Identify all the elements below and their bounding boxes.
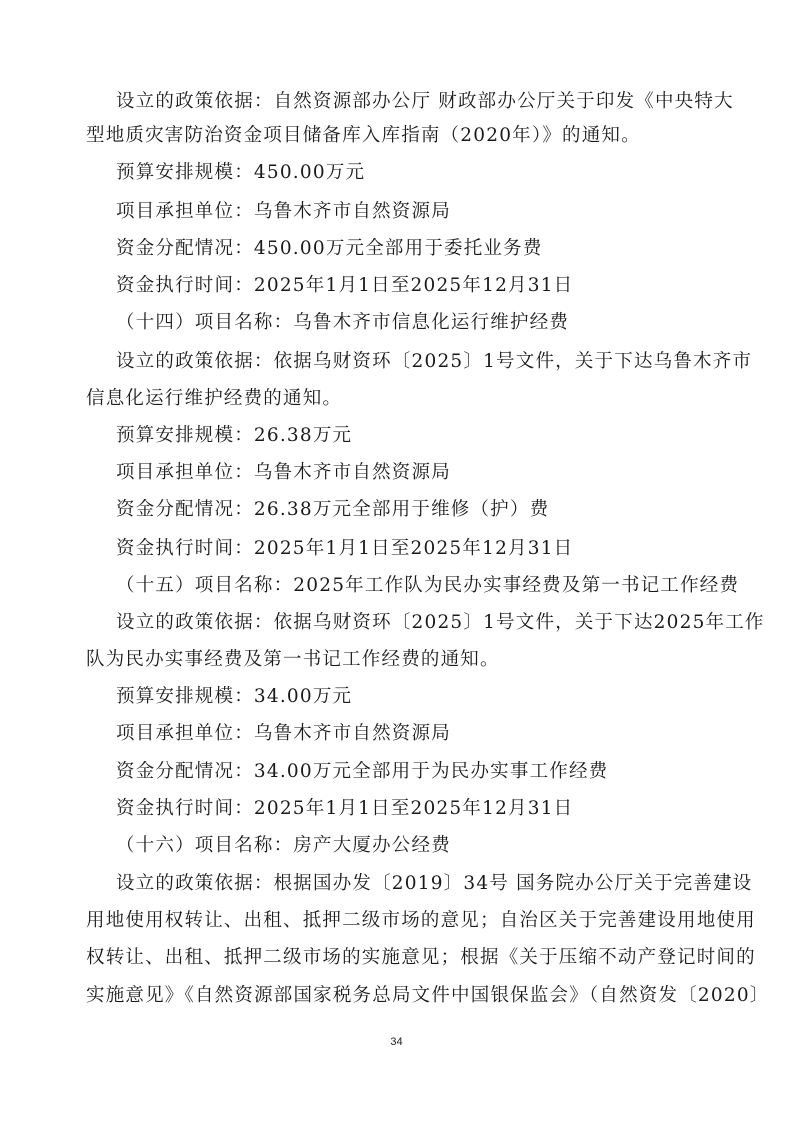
text-line: 资金执行时间：2025年1月1日至2025年12月31日 <box>116 275 574 296</box>
text-line: 设立的政策依据：自然资源部办公厅 财政部办公厅关于印发《中央特大 <box>116 91 734 112</box>
text-line: 队为民办实事经费及第一书记工作经费的通知。 <box>86 649 500 670</box>
section-heading: （十四）项目名称：乌鲁木齐市信息化运行维护经费 <box>116 312 570 333</box>
text-line: 资金分配情况：450.00万元全部用于委托业务费 <box>116 238 543 259</box>
text-line: 设立的政策依据：依据乌财资环〔2025〕1号文件，关于下达2025年工作 <box>116 612 765 633</box>
text-line: 资金分配情况：34.00万元全部用于为民办实事工作经费 <box>116 761 609 782</box>
text-line: 资金执行时间：2025年1月1日至2025年12月31日 <box>116 798 574 819</box>
text-line: 信息化运行维护经费的通知。 <box>86 388 343 409</box>
text-line: 项目承担单位：乌鲁木齐市自然资源局 <box>116 723 451 744</box>
section-heading: （十六）项目名称：房产大厦办公经费 <box>116 835 451 856</box>
text-line: 用地使用权转让、出租、抵押二级市场的意见；自治区关于完善建设用地使用 <box>86 910 756 931</box>
section-heading: （十五）项目名称：2025年工作队为民办实事经费及第一书记工作经费 <box>116 575 740 596</box>
text-line: 项目承担单位：乌鲁木齐市自然资源局 <box>116 201 451 222</box>
text-line: 设立的政策依据：依据乌财资环〔2025〕1号文件，关于下达乌鲁木齐市 <box>116 351 753 372</box>
text-line: 资金分配情况：26.38万元全部用于维修（护）费 <box>116 499 550 520</box>
text-line: 项目承担单位：乌鲁木齐市自然资源局 <box>116 462 451 483</box>
text-line: 实施意见》《自然资源部国家税务总局文件中国银保监会》（自然资发〔2020〕 <box>86 985 770 1006</box>
text-line: 权转让、出租、抵押二级市场的实施意见；根据《关于压缩不动产登记时间的 <box>86 947 756 968</box>
text-line: 设立的政策依据：根据国办发〔2019〕34号 国务院办公厅关于完善建设 <box>116 873 753 894</box>
text-line: 预算安排规模：450.00万元 <box>116 162 366 183</box>
text-line: 型地质灾害防治资金项目储备库入库指南（2020年）》的通知。 <box>86 125 641 146</box>
text-line: 预算安排规模：26.38万元 <box>116 425 353 446</box>
text-line: 资金执行时间：2025年1月1日至2025年12月31日 <box>116 538 574 559</box>
text-line: 预算安排规模：34.00万元 <box>116 686 353 707</box>
page-number: 34 <box>390 1036 403 1048</box>
